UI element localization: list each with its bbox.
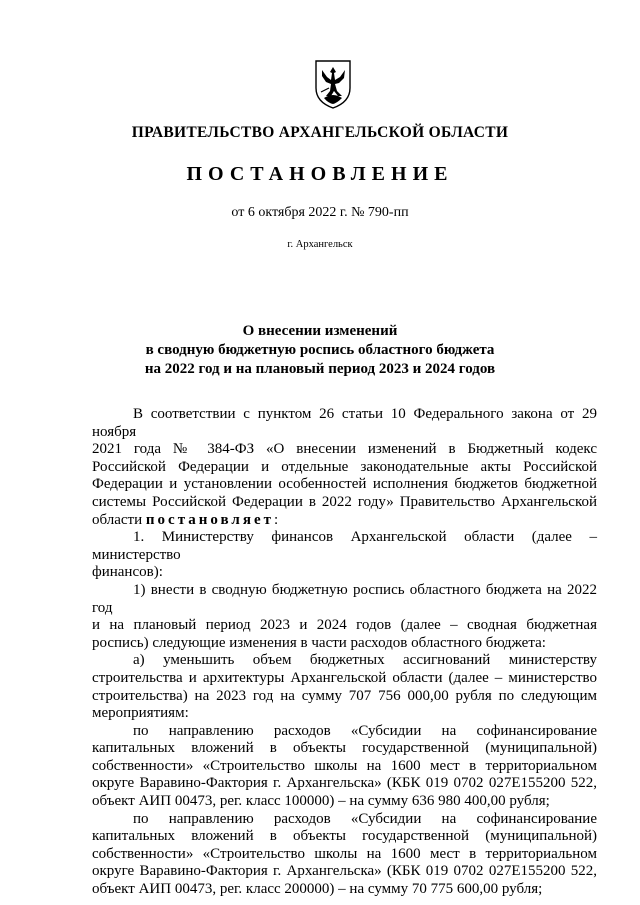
intro-last-suffix: :	[274, 511, 279, 528]
measure1-line: капитальных вложений в объекты государственной (муниципальной)	[92, 740, 597, 757]
intro-line: системы Российской Федерации в 2022 году» Правительство Архангельской	[92, 493, 597, 510]
measure2-line: собственности» «Строительство школы на 1600 мест в территориальном	[92, 845, 597, 862]
intro-last-prefix: области	[92, 511, 146, 528]
item1-1-line: и на плановый период 2023 и 2024 годов (далее – сводная бюджетная	[92, 617, 597, 634]
measure1-line: собственности» «Строительство школы на 1600 мест в территориальном	[92, 757, 597, 774]
coat-of-arms-emblem-icon	[313, 58, 353, 110]
intro-line: Российской Федерации и отдельные законодательные акты Российской	[92, 458, 597, 475]
measure1-line: округе Варавино-Фактория г. Архангельска» (КБК 019 0702 027Е155200 522,	[92, 775, 597, 792]
intro-line: Федерации и установлении особенностей исполнения бюджетов бюджетной	[92, 476, 597, 493]
measure2-line: округе Варавино-Фактория г. Архангельска» (КБК 019 0702 027Е155200 522,	[92, 863, 597, 880]
government-name: ПРАВИТЕЛЬСТВО АРХАНГЕЛЬСКОЙ ОБЛАСТИ	[131, 124, 509, 141]
item1-1-line: роспись) следующие изменения в части расходов областного бюджета:	[92, 634, 546, 651]
intro-line: 2021 года № 384-ФЗ «О внесении изменений в Бюджетный кодекс	[92, 441, 597, 458]
item1-line: финансов):	[92, 564, 163, 581]
measure2-line: по направлению расходов «Субсидии на софинансирование	[133, 810, 597, 827]
document-city: г. Архангельск	[287, 239, 353, 250]
document-date-number: от 6 октября 2022 г. № 790-пп	[231, 205, 409, 220]
title-line: на 2022 год и на плановый период 2023 и 2024 годов	[144, 361, 496, 377]
measure2-line: капитальных вложений в объекты государственной (муниципальной)	[92, 828, 597, 845]
intro-last-line	[92, 512, 597, 530]
item-a-line: а) уменьшить объем бюджетных ассигнований министерству	[133, 652, 597, 669]
item1-1-line: 1) внести в сводную бюджетную роспись областного бюджета на 2022 год	[92, 581, 597, 616]
item-a-line: строительства) на 2023 год на сумму 707 756 000,00 рубля по следующим	[92, 687, 597, 704]
document-title	[0, 322, 640, 379]
measure1-line: объект АИП 00473, рег. класс 100000) – на сумму 636 980 400,00 рубля;	[92, 793, 550, 810]
intro-line: В соответствии с пунктом 26 статьи 10 Федерального закона от 29 ноября	[92, 406, 597, 440]
measure2-line: объект АИП 00473, рег. класс 200000) – на сумму 70 775 600,00 рубля;	[92, 881, 543, 898]
item-a-line: мероприятиям:	[92, 705, 189, 722]
measure1-line: по направлению расходов «Субсидии на софинансирование	[133, 722, 597, 739]
document-type: ПОСТАНОВЛЕНИЕ	[186, 163, 454, 185]
item-a-line: строительства и архитектуры Архангельской области (далее – министерство	[92, 669, 597, 686]
resolve-word: постановляет	[145, 511, 274, 528]
document-body	[92, 406, 597, 899]
item1-line: 1. Министерству финансов Архангельской области (далее – министерство	[92, 529, 597, 563]
title-line: О внесении изменений	[242, 323, 398, 339]
title-line: в сводную бюджетную роспись областного бюджета	[145, 342, 495, 358]
